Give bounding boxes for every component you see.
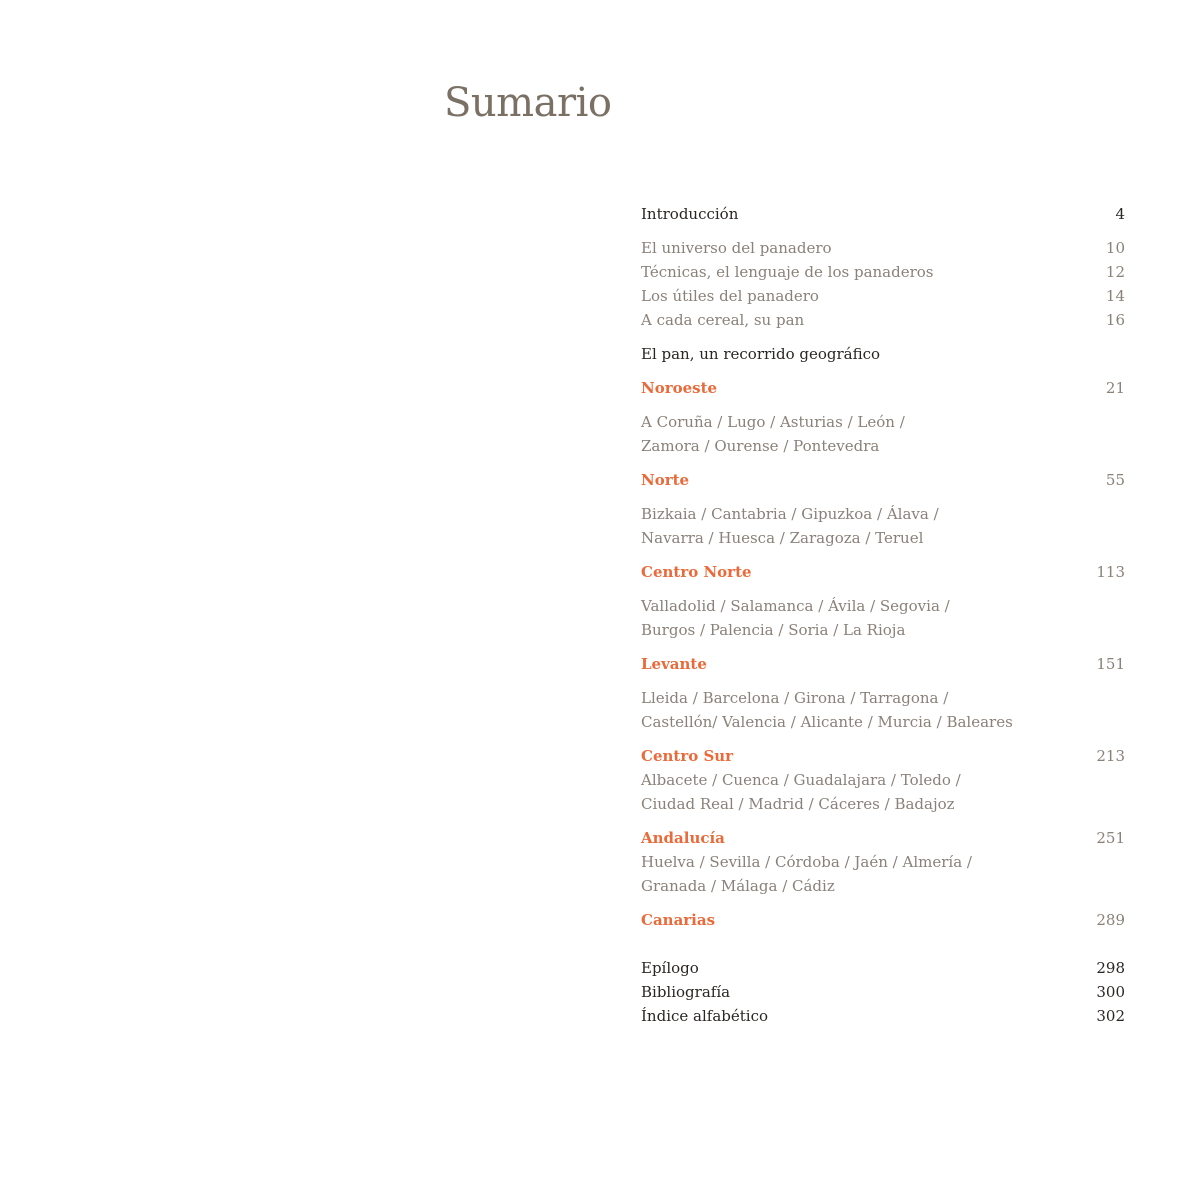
region-places — [641, 434, 1125, 458]
toc-entry-bibliografia — [641, 980, 1125, 1004]
table-of-contents — [641, 202, 1125, 1028]
region-places-line: Granada / Málaga / Cádiz — [641, 877, 835, 895]
toc-section-heading — [641, 342, 1125, 366]
region-places-line: Zamora / Ourense / Pontevedra — [641, 437, 880, 455]
region-page: 55 — [1105, 471, 1125, 489]
toc-region-andalucia — [641, 826, 1125, 850]
toc-entry-label: Introducción — [641, 205, 739, 223]
region-places — [641, 850, 1125, 874]
toc-region-centro-sur — [641, 744, 1125, 768]
toc-entry-label: Índice alfabético — [641, 1007, 769, 1025]
region-page: 213 — [1096, 747, 1125, 765]
region-name: Noroeste — [641, 379, 718, 397]
toc-section-label: El pan, un recorrido geográfico — [641, 345, 881, 363]
toc-region-levante — [641, 652, 1125, 676]
region-name: Norte — [641, 471, 690, 489]
region-places-line: Valladolid / Salamanca / Ávila / Segovia / — [641, 597, 950, 615]
toc-entry — [641, 284, 1125, 308]
toc-entry-label: Técnicas, el lenguaje de los panaderos — [641, 263, 934, 281]
region-places — [641, 618, 1125, 642]
region-places-line: Ciudad Real / Madrid / Cáceres / Badajoz — [641, 795, 955, 813]
toc-entry-page: 12 — [1105, 263, 1125, 281]
region-name: Levante — [641, 655, 707, 673]
region-page: 113 — [1096, 563, 1125, 581]
toc-entry-label: El universo del panadero — [641, 239, 832, 257]
toc-entry-intro — [641, 202, 1125, 226]
region-page: 289 — [1096, 911, 1125, 929]
page-title: Sumario — [444, 80, 612, 126]
region-page: 151 — [1096, 655, 1125, 673]
region-name: Andalucía — [641, 829, 725, 847]
region-places-line: Huelva / Sevilla / Córdoba / Jaén / Almería / — [641, 853, 972, 871]
toc-entry — [641, 308, 1125, 332]
region-places — [641, 410, 1125, 434]
region-places-line: Bizkaia / Cantabria / Gipuzkoa / Álava / — [641, 505, 939, 523]
toc-entry-page: 14 — [1105, 287, 1125, 305]
toc-region-canarias — [641, 908, 1125, 932]
region-places — [641, 792, 1125, 816]
region-name: Canarias — [641, 911, 716, 929]
region-places — [641, 526, 1125, 550]
toc-entry-page: 300 — [1096, 983, 1125, 1001]
toc-entry-label: Bibliografía — [641, 983, 731, 1001]
region-places-line: A Coruña / Lugo / Asturias / León / — [641, 413, 905, 431]
toc-entry-page: 298 — [1096, 959, 1125, 977]
region-places-line: Castellón/ Valencia / Alicante / Murcia / Baleares — [641, 713, 1013, 731]
region-places — [641, 502, 1125, 526]
toc-entry-page: 10 — [1105, 239, 1125, 257]
toc-entry — [641, 236, 1125, 260]
toc-entry-label: Epílogo — [641, 959, 699, 977]
region-places — [641, 874, 1125, 898]
toc-entry-label: Los útiles del panadero — [641, 287, 819, 305]
region-places-line: Burgos / Palencia / Soria / La Rioja — [641, 621, 906, 639]
region-page: 251 — [1096, 829, 1125, 847]
region-places — [641, 594, 1125, 618]
region-places — [641, 686, 1125, 710]
toc-entry-label: A cada cereal, su pan — [641, 311, 805, 329]
region-places-line: Lleida / Barcelona / Girona / Tarragona / — [641, 689, 949, 707]
toc-entry-page: 16 — [1105, 311, 1125, 329]
toc-entry-page: 4 — [1115, 205, 1125, 223]
toc-region-noroeste — [641, 376, 1125, 400]
region-places — [641, 710, 1125, 734]
region-name: Centro Sur — [641, 747, 734, 765]
toc-region-centro-norte — [641, 560, 1125, 584]
region-name: Centro Norte — [641, 563, 752, 581]
region-page: 21 — [1105, 379, 1125, 397]
toc-entry-indice — [641, 1004, 1125, 1028]
region-places-line: Navarra / Huesca / Zaragoza / Teruel — [641, 529, 924, 547]
toc-entry-epilogo — [641, 956, 1125, 980]
toc-region-norte — [641, 468, 1125, 492]
toc-entry — [641, 260, 1125, 284]
toc-entry-page: 302 — [1096, 1007, 1125, 1025]
region-places — [641, 768, 1125, 792]
region-places-line: Albacete / Cuenca / Guadalajara / Toledo / — [641, 771, 961, 789]
